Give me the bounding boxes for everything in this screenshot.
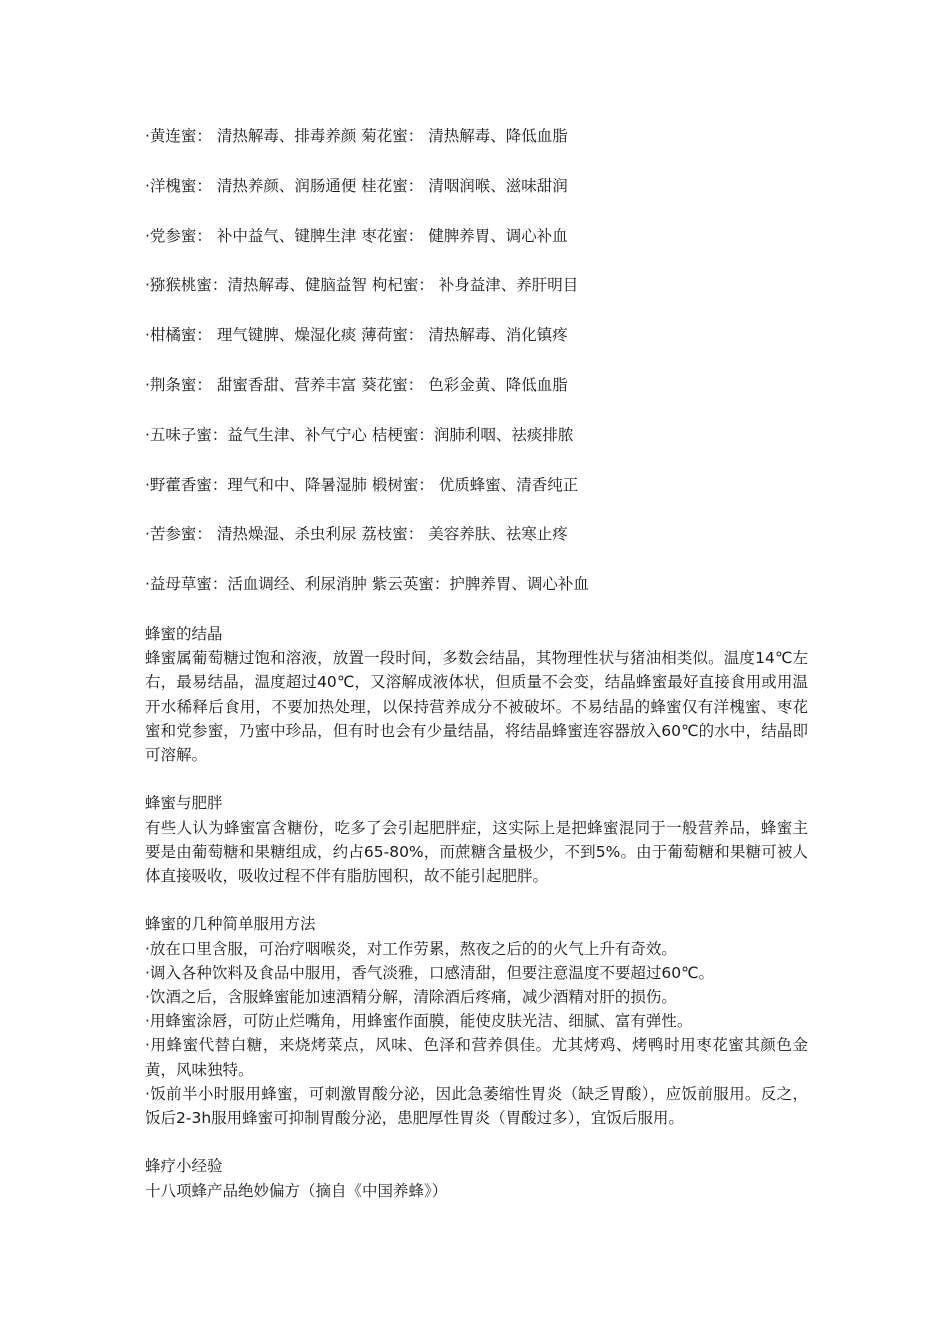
- document-body: [145, 622, 808, 1203]
- usage-item: ·调入各种饮料及食品中服用，香气淡雅，口感清甜，但要注意温度不要超过60℃。: [145, 963, 715, 982]
- honey-item: ·洋槐蜜： 清热养颜、润肠通便 桂花蜜： 清咽润喉、滋味甜润: [145, 176, 568, 195]
- section-heading: 蜂疗小经验: [145, 1157, 223, 1176]
- honey-item: ·柑橘蜜： 理气键脾、燥湿化痰 薄荷蜜： 清热解毒、消化镇疼: [145, 326, 568, 345]
- usage-item: ·放在口里含服，可治疗咽喉炎，对工作劳累，熬夜之后的的火气上升有奇效。: [145, 939, 677, 958]
- usage-item: ·饮酒之后，含服蜂蜜能加速酒精分解，清除酒后疼痛，减少酒精对肝的损伤。: [145, 988, 677, 1007]
- usage-section: [145, 912, 808, 1130]
- section-subtitle: 十八项蜂产品绝妙偏方（摘自《中国养蜂》）: [145, 1181, 448, 1200]
- honey-item: ·野藿香蜜：理气和中、降暑湿肺 椴树蜜： 优质蜂蜜、清香纯正: [145, 475, 579, 494]
- honey-item: ·益母草蜜：活血调经、利尿消肿 紫云英蜜：护脾养胃、调心补血: [145, 575, 589, 594]
- section-paragraph: 蜂蜜属葡萄糖过饱和溶液，放置一段时间，多数会结晶，其物理性状与猪油相类似。温度14℃左右，最易结晶，温度超过40℃，又溶解成液体状，但质量不会变，结晶蜂蜜最好直接食用或用温开水稀释后食用，不要加热处理，以保持营养成分不被破坏。不易结晶的蜂蜜仅有洋槐蜜、枣花蜜和党参蜜，乃蜜中珍品，但有时也会有少量结晶，将结晶蜂蜜连容器放入60℃的水中，结晶即可溶解。: [145, 649, 808, 765]
- obesity-section: [145, 791, 808, 888]
- therapy-section: [145, 1154, 808, 1202]
- section-heading: 蜂蜜与肥胖: [145, 794, 223, 813]
- usage-item: ·用蜂蜜涂唇，可防止烂嘴角，用蜂蜜作面膜，能使皮肤光洁、细腻、富有弹性。: [145, 1012, 693, 1031]
- honey-item: ·荆条蜜： 甜蜜香甜、营养丰富 葵花蜜： 色彩金黄、降低血脂: [145, 375, 568, 394]
- usage-item: ·饭前半小时服用蜂蜜，可刺激胃酸分泌，因此急萎缩性胃炎（缺乏胃酸），应饭前服用。反之，饭后2-3h服用蜂蜜可抑制胃酸分泌，患肥厚性胃炎（胃酸过多），宜饭后服用。: [145, 1084, 808, 1128]
- honey-item: ·五味子蜜：益气生津、补气宁心 桔梗蜜：润肺利咽、祛痰排脓: [145, 425, 574, 444]
- honey-item: ·苦参蜜： 清热燥湿、杀虫利尿 荔枝蜜： 美容养肤、祛寒止疼: [145, 525, 568, 544]
- section-heading: 蜂蜜的几种简单服用方法: [145, 915, 316, 934]
- honey-varieties-list: [145, 124, 825, 622]
- honey-item: ·黄连蜜： 清热解毒、排毒养颜 菊花蜜： 清热解毒、降低血脂: [145, 127, 568, 145]
- section-paragraph: 有些人认为蜂蜜富含糖份，吃多了会引起肥胖症，这实际上是把蜂蜜混同于一般营养品，蜂蜜主要是由葡萄糖和果糖组成，约占65-80%，而蔗糖含量极少，不到5%。由于葡萄糖和果糖可被人体直接吸收，吸收过程不伴有脂肪囤积，故不能引起肥胖。: [145, 818, 808, 886]
- usage-item: ·用蜂蜜代替白糖，来烧烤菜点，风味、色泽和营养俱佳。尤其烤鸡、烤鸭时用枣花蜜其颜色金黄，风味独特。: [145, 1036, 808, 1079]
- honey-item: ·猕猴桃蜜：清热解毒、健脑益智 枸杞蜜： 补身益津、养肝明目: [145, 276, 579, 295]
- honey-item: ·党参蜜： 补中益气、键脾生津 枣花蜜： 健脾养胃、调心补血: [145, 226, 568, 245]
- section-heading: 蜂蜜的结晶: [145, 625, 223, 643]
- crystallization-section: [145, 622, 808, 767]
